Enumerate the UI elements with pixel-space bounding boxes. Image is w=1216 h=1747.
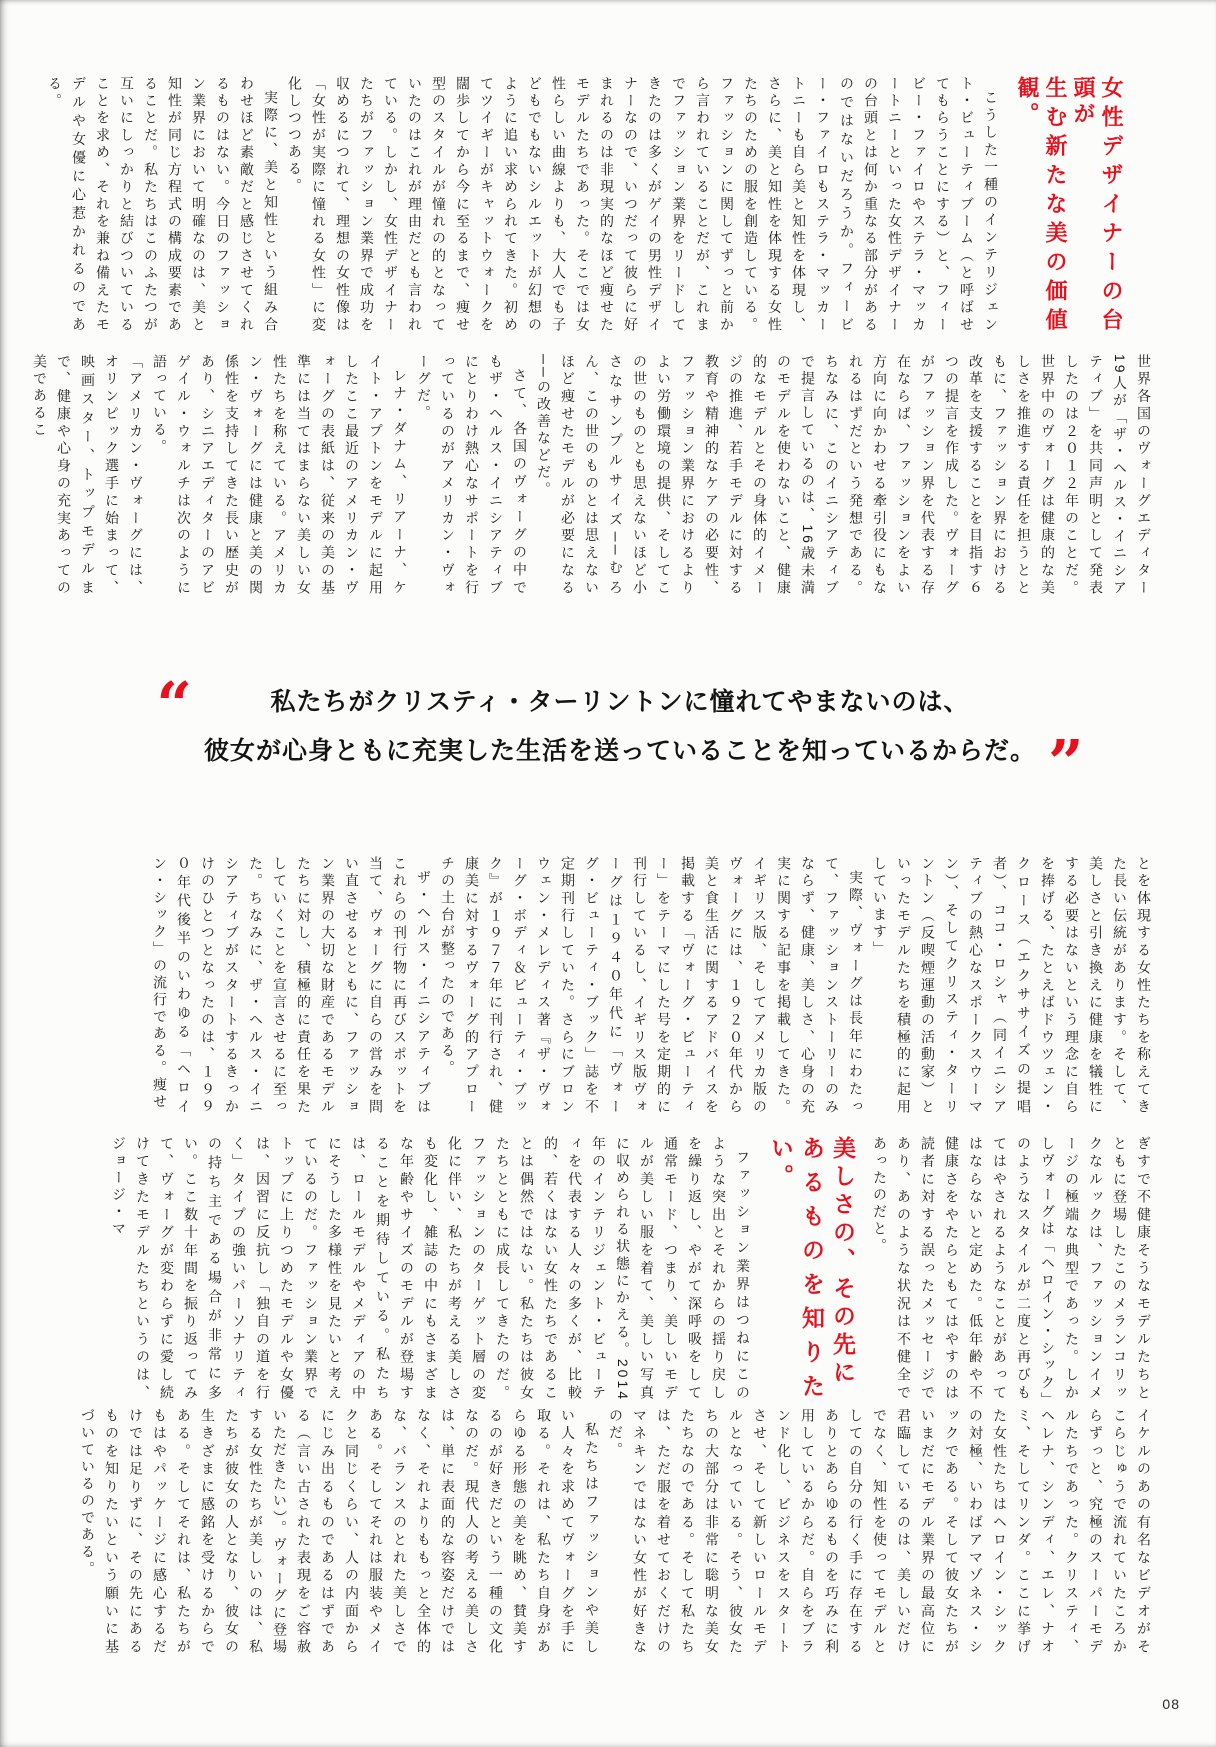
article-headline [1013, 76, 1125, 334]
open-quote-mark: “ [156, 668, 192, 741]
paragraph: 実際、ヴォーグは長年にわたって、ファッションストーリーのみならず、健康、美しさ、心身の充実に関する記事を掲載してきた。イギリス版、そしてアメリカ版のヴォーグには、１９２０年代から美と食生活に関するアドバイスを掲載する「ヴォーグ・ビューティー」をテーマにした号を定期的に刊行しているし、イギリス版ヴォーグは１９４０年代に「ヴォーグ・ビューティ・ブック」誌を不定期刊行していた。さらにブロンウェン・メレディス著『ザ・ヴォーグ・ボディ＆ビューティ・ブック』が１９７７年に刊行され、健康美に対するヴォーグ的アプローチの土台が整ったのである。 [440, 856, 864, 1116]
pull-quote [85, 668, 1155, 799]
text-band-3 [81, 856, 1156, 1116]
paragraph: こうした一種のインテリジェント・ビューティブーム（と呼ばせてもらうことにする）と、フィービー・ファイロやステラ・マッカートニーといった女性デザイナーの台頭とは何か重なる部分があるのではないだろうか。フィービー・ファイロもステラ・マッカートニーも自ら美と知性を体現し、さらに、美と知性を体現する女性たちのための服を創造している。ファッションに関してずっと前から言われていることだが、これまでファッション業界をリードしてきたのは多くがゲイの男性デザイナーなので、いつだって彼らに好まれるのは非現実的なほど痩せたモデルたちであった。そこでは女性らしい曲線よりも、大人でも子どもでもないシルエットが幻想のように追い求められてきた。初めてツイギーがキャットウォークを闊歩してから今に至るまで、痩せ型のスタイルが憧れの的となっていたのはこれが理由だとも言われている。しかし、女性デザイナーたちがファッション業界で成功を収めるにつれて、理想の女性像は「女性が実際に憧れる女性」に変化しつつある。 [287, 76, 999, 334]
page-number: 08 [1162, 1696, 1180, 1712]
pull-quote-line-2: 彼女が心身ともに充実した生活を送っていることを知っているからだ。 [203, 737, 1036, 765]
paragraph: とを体現する女性たちを称えてきた長い伝統があります。そして、美しさと引き換えに健康を犠牲にする必要はないという理念に自らを捧げる、たとえばドウツェン・クロース（エクササイズの提唱者）、ココ・ロシャ（同イニシアティブの熱心なスポークスウーマン）、そしてクリスティ・ターリントン（反喫煙運動の活動家）といったモデルたちを積極的に起用しています」 [872, 856, 1152, 1116]
paragraph: さて、各国のヴォーグの中でもザ・ヘルス・イニシアティブにとりわけ熱心なサポートを行っているのがアメリカン・ヴォーグだ。 [416, 354, 528, 597]
paragraph: 「アメリカン・ヴォーグには、オリンピック選手に始まって、映画スター、トップモデルまで、健康や心身の充実あっての美であるこ [32, 354, 144, 597]
red-subheading [765, 1136, 858, 1402]
paragraph: ザ・ヘルス・イニシアティブはこれらの刊行物に再びスポットを当て、ヴォーグに自らの営みを問い直させるとともに、ファッション業界の大切な財産であるモデルたちに対し、積極的に責任を果たしていくことを宣言させるに至った。ちなみに、ザ・ヘルス・イニシアティブがスタートするきっかけのひとつとなったのは、１９９０年代後半のいわゆる「ヘロイン・シック」の流行である。痩せ [152, 856, 432, 1116]
text-band-5 [81, 1408, 1156, 1656]
headline-line-1: 女性デザイナーの台頭が [1071, 76, 1124, 334]
paragraph: 私たちはファッションや美しい人々を求めてヴォーグを手に取る。それは、私たち自身があらゆる形態の美を眺め、賛美するのが好きだという一種の文化なのだ。現代人の考える美しさは、単に表面的な容姿だけではなく、それよりももっと全体的な、バランスのとれた美しさである。そしてそれは服装やメイクと同じくらい、人の内面からにじみ出るものであるはずである（言い古された表現をご容赦いただきたい）。ヴォーグに登場する女性たちが美しいのは、私たちが彼女の人となり、彼女の生きざまに感銘を受けるからである。そしてそれは、私たちがもはやパッケージに感心するだけでは足りずに、その先にあるものを知りたいという願いに基づいているのである。 [80, 1408, 600, 1656]
paragraph: 実際に、美と知性という組み合わせほど素敵だと感じさせてくれるものはない。今日のファッション業界において明確なのは、美と知性が同じ方程式の構成要素であることだ。私たちはこのふたつが互いにしっかりと結びついていることを求め、それを兼ね備えたモデルや女優に心惹かれるのである。 [47, 76, 279, 334]
pull-quote-line-1: 私たちがクリスティ・ターリントンに憧れてやまないのは、 [270, 688, 970, 716]
text-band-4 [81, 1136, 1156, 1402]
paragraph: レナ・ダナム、リアーナ、ケイト・アプトンをモデルに起用したここ最近のアメリカン・ヴォーグの表紙は、従来の美の基準には当てはまらない美しい女性たちを称えている。アメリカン・ヴォーグには健康と美の関係性を支持してきた長い歴史があり、シニアエディターのアビゲイル・ウォルチは次のように語っている。 [152, 354, 408, 597]
paragraph: ファッション業界はつねにこのような突出とそれからの揺り戻しを繰り返し、やがて深呼吸をして通常モード、つまり、美しいモデルが美しい服を着て、美しい写真に収められる状態にかえる。2014年のインテリジェント・ビューティを代表する人々の多くが、比較的、若くはない女性たちであることは偶然ではない。私たちは彼女たちとともに成長してきたのだ。ファッションのターゲット層の変化に伴い、私たちが考える美しさも変化し、雑誌の中にもさまざまな年齢やサイズのモデルが登場することを期待している。私たちは、ロールモデルやメディアの中にそうした多様性を見たいと考えているのだ。ファッション業界でトップに上りつめたモデルや女優は、因習に反抗し「独自の道を行く」タイプの強いパーソナリティの持ち主である場合が非常に多い。ここ数十年間を振り返ってみて、ヴォーグが変わらずに愛し続けてきたモデルたちというのは、ジョージ・マ [111, 1136, 751, 1402]
paragraph: イケルのあの有名なビデオがそこらじゅうで流れていたころからずっと、究極のスーパーモデルたちであった。クリスティ、ヘレナ、シンディ、エレ、ナオミ、そしてリンダ。ここに挙げた女性たちはヘロイン・シックの対極、いわばアマゾネス・シックである。そして彼女たちがいまだにモデル業界の最高位に君臨しているのは、美しいだけでなく、知性を使ってモデルとしての自分の行く手に存在するありとあらゆるものを巧みに利用しているからだ。自らをブランド化し、ビジネスをスタートさせ、そして新しいロールモデルとなっている。そう、彼女たちの大部分は非常に聡明な美女たちなのである。そして私たちは、ただ服を着せておくだけのマネキンではない女性が好きなのだ。 [608, 1408, 1152, 1656]
text-band-2 [32, 354, 1156, 597]
paragraph: 世界各国のヴォーグエディター19人が「ザ・ヘルス・イニシアティブ」を共同声明として発表したのは２０１２年のことだ。世界中のヴォーグは健康的な美しさを推進する責任を担うとともに、ファッション界における改革を支援することを目指す６つの提言を作成した。ヴォーグがファッション界を代表する存在ならば、ファッションをよい方向に向かわせる牽引役にもなれるはずだという発想である。ちなみに、このイニシアティブで提言しているのは、16歳未満のモデルを使わないこと、健康的なモデルとその身体的イメージの推進、若手モデルに対する教育や精神的なケアの必要性、ファッション業界におけるよりよい労働環境の提供、そしてこの世のものとも思えないほど小さなサンプルサイズ──むろん、この世のものとは思えないほど痩せたモデルが必要になる──の改善などだ。 [536, 354, 1152, 597]
text-band-1 [47, 76, 1125, 334]
red-subheading-line-1: 美しさの、その先に [830, 1136, 856, 1388]
close-quote-mark: ” [1048, 726, 1084, 799]
headline-line-2: 生む新たな美の価値観。 [1015, 76, 1068, 334]
pull-quote-text [204, 678, 1036, 776]
red-subheading-line-2: あるものを知りたい。 [768, 1136, 825, 1402]
paragraph: ぎすで不健康そうなモデルたちとともに登場したこのメランコリックなルックは、ファッションイメージの極端な典型であった。しかしヴォーグは「ヘロイン・シック」のようなスタイルが二度と再びもてはやされるようなことがあってはならないと定めた。低年齢や不健康さをやたらともてはやすのは読者に対する誤ったメッセージであり、あのような状況は不健全であったのだと。 [872, 1136, 1152, 1402]
